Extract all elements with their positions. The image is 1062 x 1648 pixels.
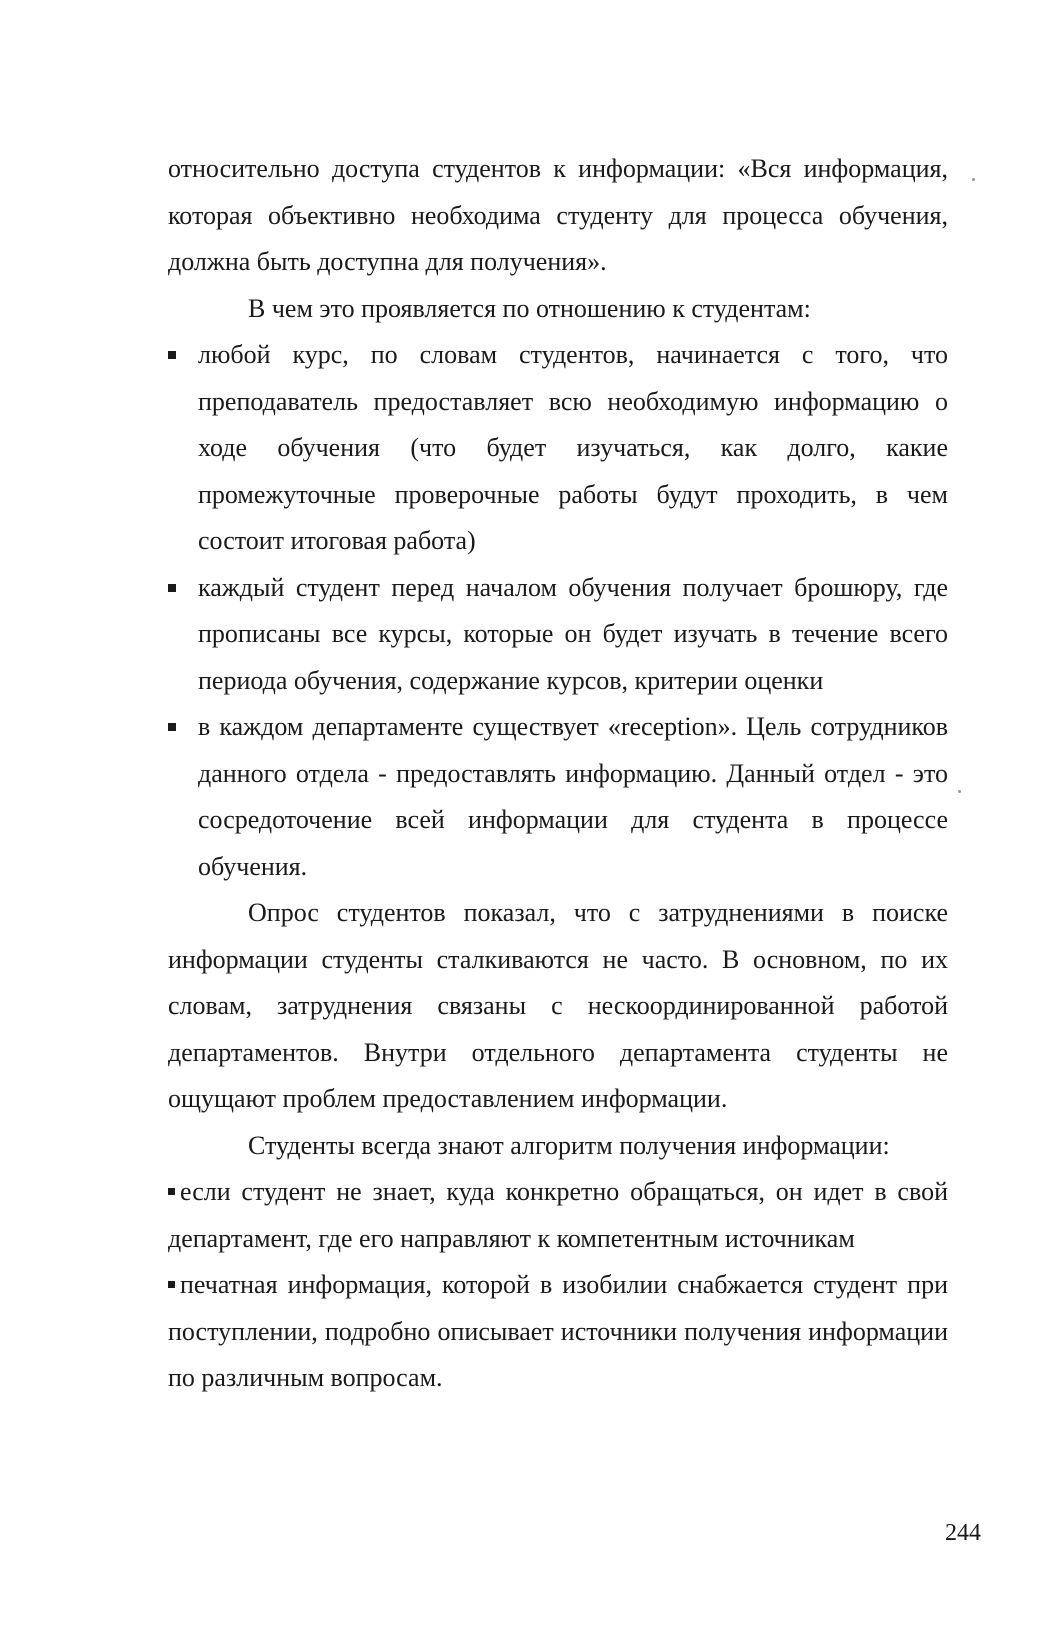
- paragraph: Опрос студентов показал, что с затруднениями в поиске информации студенты сталкиваются не часто. В основном, по их словам, затруднения связаны с нескоординированной работой департаментов. Внутри отдельного департамента студенты не ощущают проблем предоставлением информации.: [168, 898, 948, 1113]
- list-item: [198, 704, 948, 890]
- bullet-icon: [168, 1281, 175, 1288]
- list-item-text: если студент не знает, куда конкретно обращаться, он идет в свой департамент, где его направляют к компетентным источникам: [168, 1177, 948, 1253]
- list-item-text: каждый студент перед началом обучения получает брошюру, где прописаны все курсы, которые он будет изучать в течение всего периода обучения, содержание курсов, критерии оценки: [198, 572, 948, 695]
- bullet-list: [168, 1169, 948, 1402]
- bullet-icon: [168, 723, 176, 731]
- list-item-text: в каждом департаменте существует «reception». Цель сотрудников данного отдела - предоставлять информацию. Данный отдел - это сосредоточение всей информации для студента в процессе обучения.: [198, 712, 948, 881]
- list-item: [168, 1169, 948, 1262]
- paragraph: В чем это проявляется по отношению к студентам:: [248, 293, 811, 323]
- scan-speck: [958, 790, 961, 793]
- list-item: [198, 565, 948, 705]
- paragraph: относительно доступа студентов к информации: «Вся информация, которая объективно необходима студенту для процесса обучения, должна быть доступна для получения».: [168, 154, 948, 276]
- scan-speck: [972, 178, 975, 181]
- list-item: [198, 332, 948, 565]
- list-item: [168, 1262, 948, 1402]
- page-body: [168, 146, 948, 1402]
- bullet-icon: [168, 584, 176, 592]
- paragraph: Студенты всегда знают алгоритм получения информации:: [248, 1130, 890, 1160]
- bullet-list: [168, 332, 948, 890]
- bullet-icon: [168, 1188, 175, 1195]
- list-item-text: печатная информация, которой в изобилии снабжается студент при поступлении, подробно описывает источники получения информации по различным вопросам.: [168, 1270, 948, 1392]
- bullet-icon: [168, 351, 176, 359]
- list-item-text: любой курс, по словам студентов, начинается с того, что преподаватель предоставляет всю необходимую информацию о ходе обучения (что будет изучаться, как долго, какие промежуточные проверочные работы будут проходить, в чем состоит итоговая работа): [198, 340, 948, 555]
- page-number: 244: [945, 1520, 981, 1546]
